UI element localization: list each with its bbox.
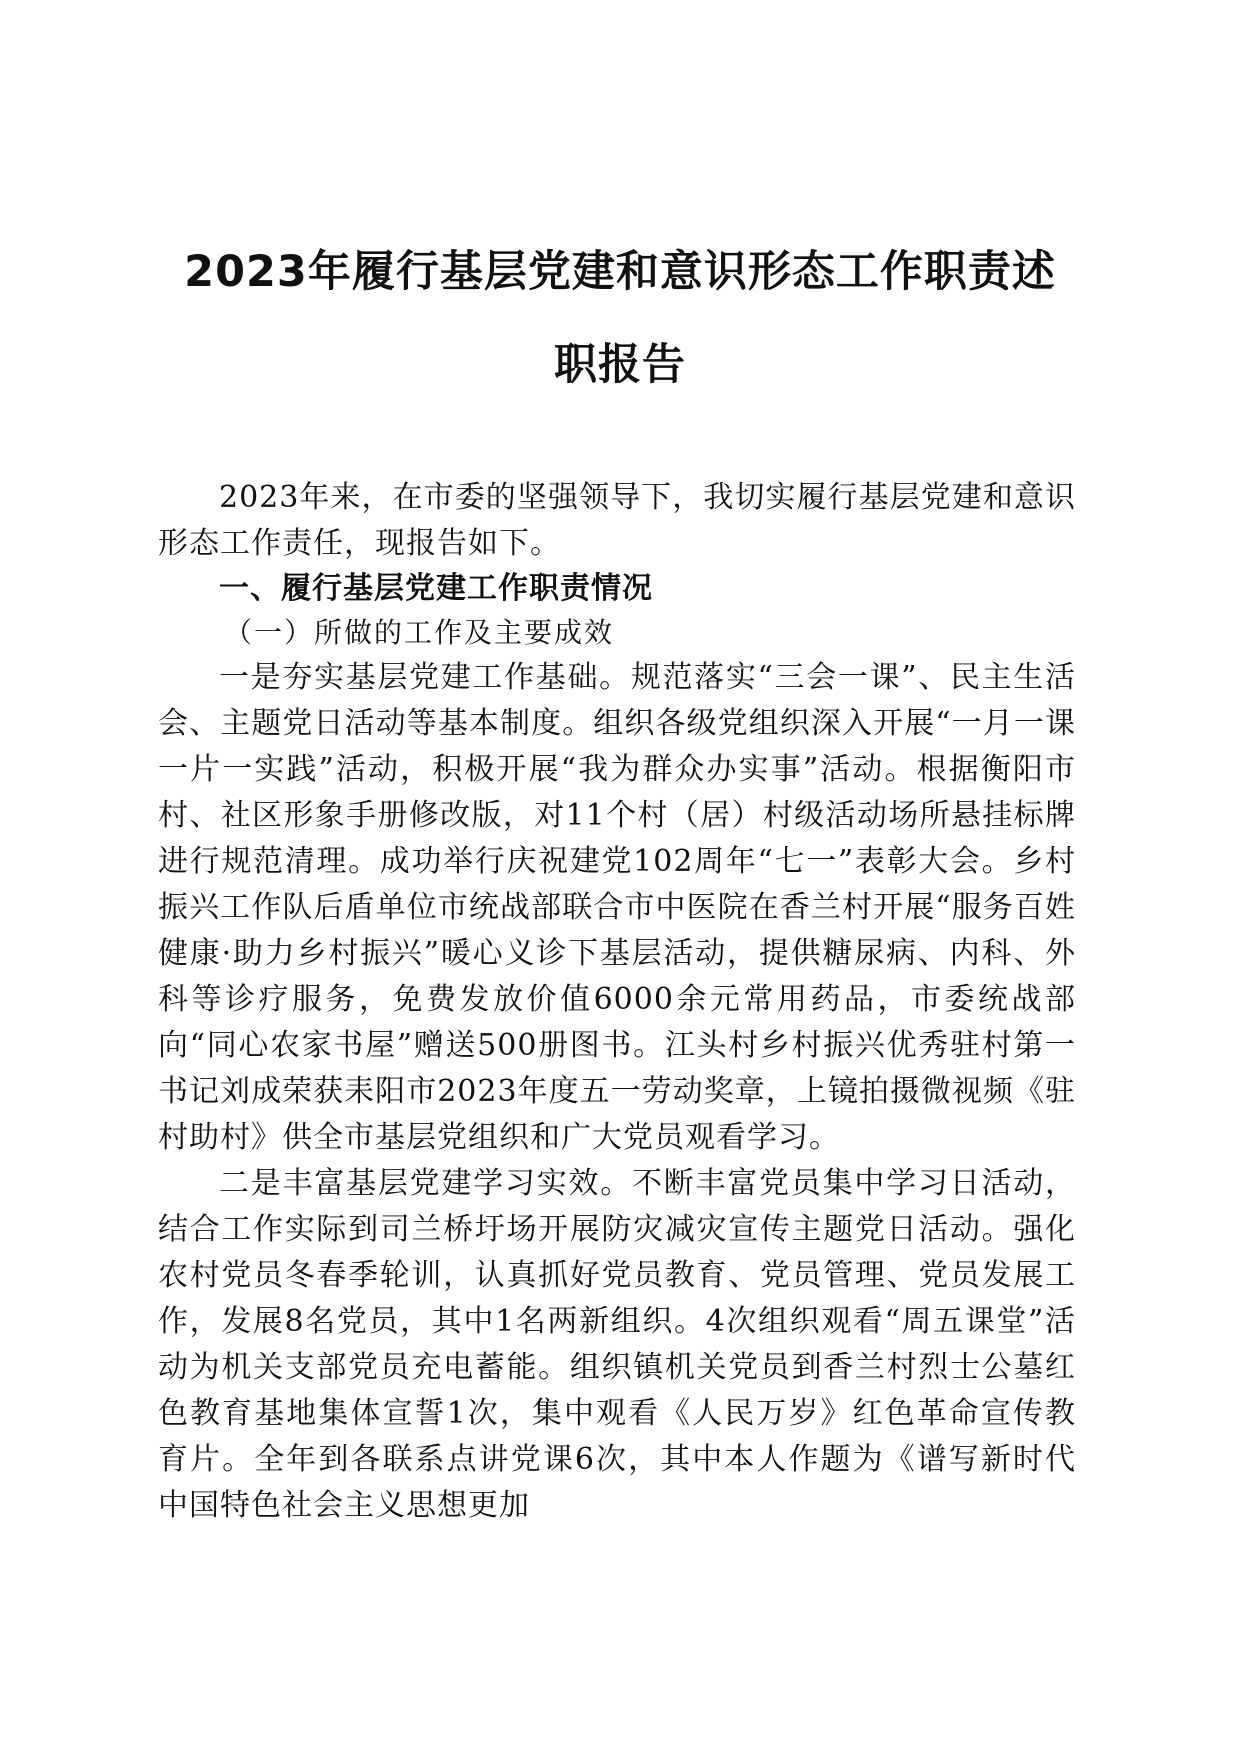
document-body (158, 475, 1076, 1529)
body-paragraph: 二是丰富基层党建学习实效。不断丰富党员集中学习日活动，结合工作实际到司兰桥圩场开展防灾减灾宣传主题党日活动。强化农村党员冬春季轮训，认真抓好党员教育、党员管理、党员发展工作，发展8名党员，其中1名两新组织。4次组织观看“周五课堂”活动为机关支部党员充电蓄能。组织镇机关党员到香兰村烈士公墓红色教育基地集体宣誓1次，集中观看《人民万岁》红色革命宣传教育片。全年到各联系点讲党课6次，其中本人作题为《谱写新时代中国特色社会主义思想更加 (158, 1166, 1076, 1523)
document-title (140, 226, 1100, 412)
subsection-heading: （一）所做的工作及主要成效 (224, 616, 615, 649)
body-paragraph: 一是夯实基层党建工作基础。规范落实“三会一课”、民主生活会、主题党日活动等基本制度。组织各级党组织深入开展“一月一课一片一实践”活动，积极开展“我为群众办实事”活动。根据衡阳市村、社区形象手册修改版，对11个村（居）村级活动场所悬挂标牌进行规范清理。成功举行庆祝建党102周年“七一”表彰大会。乡村振兴工作队后盾单位市统战部联合市中医院在香兰村开展“服务百姓健康·助力乡村振兴”暖心义诊下基层活动，提供糖尿病、内科、外科等诊疗服务，免费发放价值6000余元常用药品，市委统战部向“同心农家书屋”赠送500册图书。江头村乡村振兴优秀驻村第一书记刘成荣获耒阳市2023年度五一劳动奖章，上镜拍摄微视频《驻村助村》供全市基层党组织和广大党员观看学习。 (158, 660, 1076, 1155)
title-line-2: 职报告 (554, 340, 686, 390)
section-heading: 一、履行基层党建工作职责情况 (219, 571, 653, 606)
title-line-1: 2023年履行基层党建和意识形态工作职责述 (184, 247, 1056, 297)
intro-paragraph: 2023年来，在市委的坚强领导下，我切实履行基层党建和意识形态工作责任，现报告如下。 (158, 480, 1076, 561)
